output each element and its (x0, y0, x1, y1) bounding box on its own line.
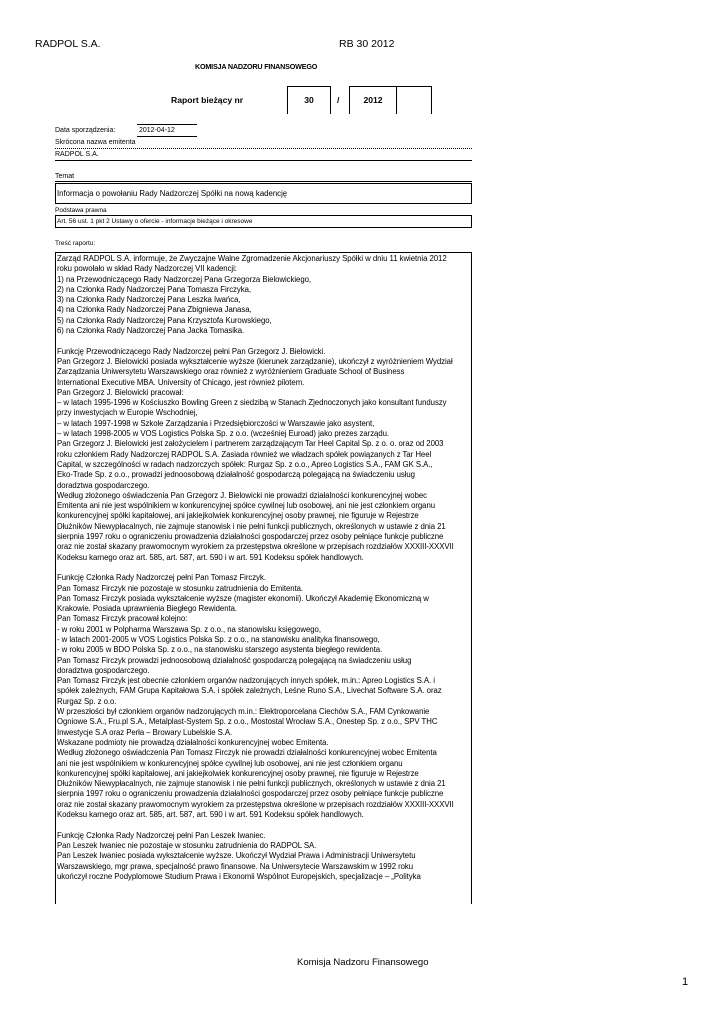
report-text-line: spółek zależnych, FAM Grupa Kapitałowa S.A. i spółek zależnych, Leśne Runo S.A., Livechat Software S.A. oraz (57, 686, 442, 696)
report-text-line: Zarząd RADPOL S.A. informuje, że Zwyczajne Walne Zgromadzenie Akcjonariuszy Spółki w dniu 11 kwietnia 2012 (57, 254, 447, 263)
report-text-line: Wskazane podmioty nie prowadzą działalności konkurencyjnej wobec Emitenta. (57, 737, 329, 747)
report-text-line: ukończył roczne Podyplomowe Studium Prawa i Ekonomii Wspólnot Europejskich, specjalizacje – „Polityka (57, 871, 421, 881)
report-text-line: roku członkiem Rady Nadzorczej RADPOL S.A. Zasiada również we władzach spółek powiązanych z Tar Heel (57, 449, 432, 459)
footer-authority: Komisja Nadzoru Finansowego (297, 957, 429, 968)
report-content-box (55, 252, 472, 904)
report-text-line: Warszawskiego, mgr prawa, specjalność prawo finansowe. Na Uniwersytecie Warszawskim w 1992 roku (57, 861, 414, 871)
report-text-line: 1) na Przewodniczącego Rady Nadzorczej Pana Grzegorza Bielowickiego, (57, 274, 312, 284)
topic-box (55, 183, 472, 204)
report-text-line: roku powołało w skład Rady Nadzorczej VII kadencji: (57, 264, 237, 274)
issuer-rule (55, 160, 472, 161)
report-text-line: International Executive MBA. University of Chicago, jest również pilotem. (57, 377, 305, 387)
report-text-line: 3) na Członka Rady Nadzorczej Pana Leszka Iwańca, (57, 295, 241, 305)
report-text-line: Pan Grzegorz J. Bielowicki pracował: (57, 387, 184, 397)
report-text-line: Ogniowe S.A., Fru.pl S.A., Metalplast-System Sp. z o.o., Mostostal Wrocław S.A., Onestep Sp. z o.o., SPV THC (57, 717, 438, 727)
report-text-line: Pan Tomasz Firczyk jest obecnie członkiem organów nadzorujących innych spółek, m.in.: Apreo Logistics S.A. i (57, 676, 435, 686)
report-number: 30 (304, 95, 314, 105)
report-text-line: Funkcję Członka Rady Nadzorczej pełni Pan Tomasz Firczyk. (57, 573, 266, 583)
report-text-line: sierpnia 1997 roku o ograniczeniu prowadzenia działalności gospodarczej przez osoby pełniące funkcje publiczne (57, 789, 444, 799)
report-separator: / (337, 95, 340, 105)
topic-rule (55, 181, 472, 182)
report-text-line: konkurencyjnej spółki kapitałowej, ani jakiejkolwiek konkurencyjnej osoby prawnej, nie figuruje w Rejestrze (57, 768, 419, 778)
report-text-line: - w roku 2001 w Polpharma Warszawa Sp. z o.o., na stanowisku księgowego, (57, 624, 321, 634)
company-name: RADPOL S.A. (35, 38, 101, 50)
report-text-line (57, 563, 471, 573)
date-top-rule (137, 124, 197, 125)
report-text-line: - w roku 2005 w BDO Polska Sp. z o.o., na stanowisku starszego asystenta biegłego rewidenta. (57, 645, 383, 655)
report-text-line: Dłużników Niewypłacalnych, nie zajmuje stanowisk i nie pełni funkcji publicznych, określonych w ustawie z dnia 21 (57, 521, 446, 531)
report-text-line: Funkcję Przewodniczącego Rady Nadzorczej pełni Pan Grzegorz J. Bielowicki. (57, 346, 326, 356)
report-text-line: Pan Tomasz Firczyk nie pozostaje w stosunku zatrudnienia do Emitenta. (57, 583, 304, 593)
report-text-line: Kodeksu karnego oraz art. 585, art. 587, art. 590 i w art. 591 Kodeksu spółek handlowych. (57, 552, 364, 562)
report-label: Raport bieżący nr (171, 95, 244, 105)
report-text-line: – w latach 1997-1998 w Szkole Zarządzania i Przedsiębiorczości w Warszawie jako asystent, (57, 418, 375, 428)
issuer-label: Skrócona nazwa emitenta (55, 139, 136, 146)
report-text-line: Pan Tomasz Firczyk prowadzi jednoosobową działalność gospodarczą polegającą na świadczeniu usług (57, 655, 412, 665)
report-text-line: Pan Grzegorz J. Bielowicki jest założycielem i partnerem zarządzającym Tar Heel Capital Sp. z o. o. oraz od 2003 (57, 439, 444, 449)
report-text-line: oraz nie został skazany prawomocnym wyrokiem za przestępstwa określone w przepisach rozdziałów XXXIII-XXXVII (57, 799, 454, 809)
content-label: Treść raportu: (55, 240, 96, 247)
report-text-line: Emitenta ani nie jest wspólnikiem w konkurencyjnej spółce cywilnej lub osobowej, ani nie jest członkiem organu (57, 501, 436, 511)
report-year: 2012 (363, 95, 383, 105)
report-text-line: Według złożonego oświadczenia Pan Tomasz Firczyk nie prowadzi działalności konkurencyjnej wobec Emitenta (57, 748, 437, 758)
report-text-line: Inwestycje S.A oraz Perła – Browary Lubelskie S.A. (57, 727, 233, 737)
report-text-line: Dłużników Niewypłacalnych, nie zajmuje stanowisk i nie pełni funkcji publicznych, określonych w ustawie z dnia 21 (57, 779, 446, 789)
report-text-line: 2) na Członka Rady Nadzorczej Pana Tomasza Firczyka, (57, 284, 251, 294)
report-text-line: Krakowie. Posiada uprawnienia Biegłego Rewidenta. (57, 604, 238, 614)
report-text-line: doradztwa gospodarczego. (57, 665, 150, 675)
legal-basis-label: Podstawa prawna (55, 207, 107, 214)
date-label: Data sporządzenia: (55, 127, 116, 134)
report-text-line: konkurencyjnej spółki kapitałowej, ani jakiejkolwiek konkurencyjnej osoby prawnej, nie figuruje w Rejestrze (57, 511, 419, 521)
report-text-line: Zarządzania Uniwersytetu Warszawskiego oraz również z wyróżnieniem Graduate School of Business (57, 367, 405, 377)
report-text-line: 5) na Członka Rady Nadzorczej Pana Krzysztofa Kurowskiego, (57, 315, 272, 325)
report-text-line: Kodeksu karnego oraz art. 585, art. 587, art. 590 i w art. 591 Kodeksu spółek handlowych. (57, 810, 364, 820)
report-text-line: W przeszłości był członkiem organów nadzorujących m.in.: Elektroporcelana Ciechów S.A., FAM Cynkowanie (57, 707, 430, 717)
report-text-line: Pan Leszek Iwaniec nie pozostaje w stosunku zatrudnienia do RADPOL SA. (57, 840, 317, 850)
report-text-line: Pan Tomasz Firczyk posiada wykształcenie wyższe (magister ekonomii). Ukończył Akademię Ekonomiczną w (57, 593, 429, 603)
report-text-line (57, 336, 471, 346)
report-text-line: Capital, w szczególności w radach nadzorczych spółek: Rurgaz Sp. z o.o., Apreo Logistics S.A., FAM GK S.A., (57, 459, 433, 469)
date-bottom-rule (137, 136, 197, 137)
report-code: RB 30 2012 (339, 38, 395, 50)
report-text-line: doradztwa gospodarczego. (57, 480, 150, 490)
report-text-line: przy inwestycjach w Europie Wschodniej, (57, 408, 198, 418)
report-text-line: – w latach 1995-1996 w Kościuszko Bowling Green z siedzibą w Stanach Zjednoczonych jako konsultant funduszy (57, 398, 447, 408)
report-text-line: 6) na Członka Rady Nadzorczej Pana Jacka Tomasika. (57, 326, 245, 336)
issuer-value: RADPOL S.A. (55, 151, 99, 158)
legal-basis-box (55, 215, 472, 228)
report-text-line (57, 820, 471, 830)
report-text-line: Według złożonego oświadczenia Pan Grzegorz J. Bielowicki nie prowadzi działalności konkurencyjnej wobec (57, 490, 428, 500)
report-extra-box (397, 86, 432, 114)
report-text-line: oraz nie został skazany prawomocnym wyrokiem za przestępstwa określone w przepisach rozdziałów XXXIII-XXXVII (57, 542, 454, 552)
report-text-line: Funkcję Członka Rady Nadzorczej pełni Pan Leszek Iwaniec. (57, 830, 266, 840)
date-value: 2012-04-12 (139, 127, 175, 134)
page-number: 1 (682, 976, 689, 988)
report-text-line: Pan Grzegorz J. Bielowicki posiada wykształcenie wyższe (kierunek zarządzanie), ukończył z wyróżnieniem Wydział (57, 356, 453, 366)
authority-title: KOMISJA NADZORU FINANSOWEGO (195, 62, 318, 71)
issuer-dotted-rule (55, 148, 472, 149)
legal-basis-value: Art. 56 ust. 1 pkt 2 Ustawy o ofercie - informacje bieżące i okresowe (57, 218, 253, 225)
topic-value: Informacja o powołaniu Rady Nadzorczej Spółki na nową kadencję (57, 189, 288, 198)
report-text-line: ani nie jest wspólnikiem w konkurencyjnej spółce cywilnej lub osobowej, ani nie jest członkiem organu (57, 758, 403, 768)
report-text-line: Pan Tomasz Firczyk pracował kolejno: (57, 614, 188, 624)
report-text-line: – w latach 1998-2005 w VOS Logistics Polska Sp. z o.o. (wcześniej Euroad) jako prezes zarządu. (57, 429, 390, 439)
topic-label: Temat (55, 173, 75, 180)
report-text-line: - w latach 2001-2005 w VOS Logistics Polska Sp. z o.o., na stanowisku analityka finansowego, (57, 634, 380, 644)
report-text-line: sierpnia 1997 roku o ograniczeniu prowadzenia działalności gospodarczej przez osoby pełniące funkcje publiczne (57, 532, 444, 542)
report-text-line: 4) na Członka Rady Nadzorczej Pana Zbigniewa Janasa, (57, 305, 252, 315)
report-text-line: Eko-Trade Sp. z o.o., prowadzi jednoosobową działalność gospodarczą polegającą na świadczeniu usług (57, 470, 415, 480)
report-text-line: Pan Leszek Iwaniec posiada wykształcenie wyższe. Ukończył Wydział Prawa i Administracji Uniwersytetu (57, 851, 416, 861)
report-text-line: Rurgaz Sp. z o.o. (57, 696, 117, 706)
